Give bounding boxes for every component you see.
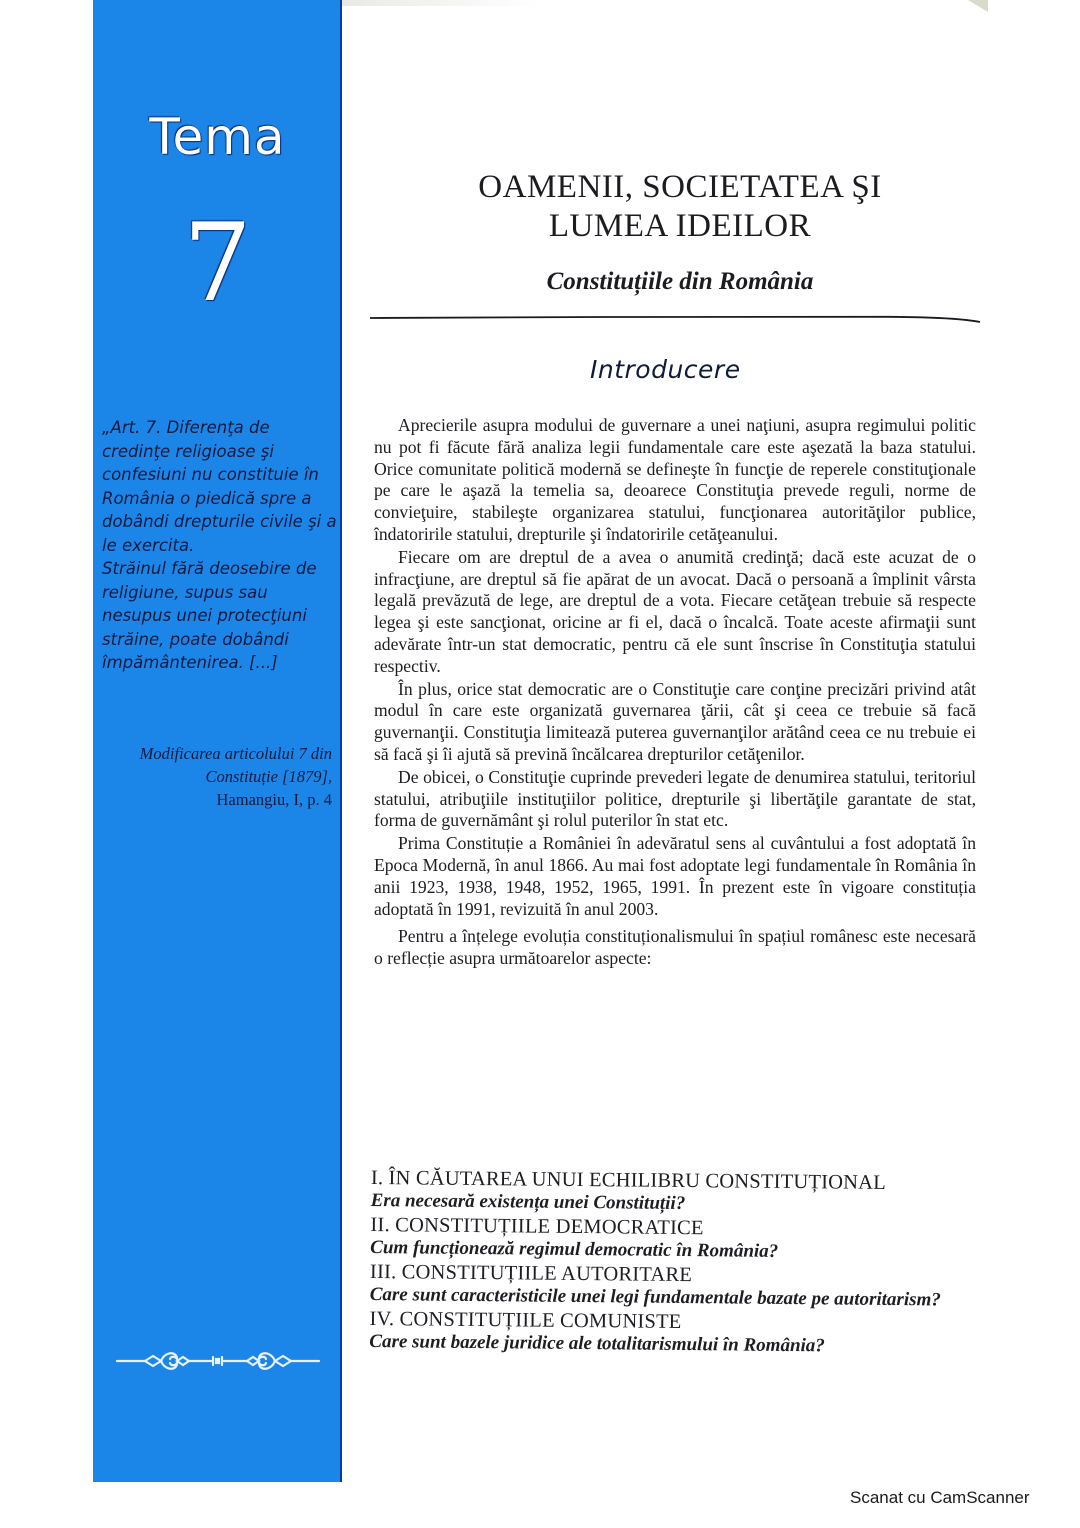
body-paragraph: În plus, orice stat democratic are o Constituţie care conţine precizări privind atât modul în care este organizată guvernarea ţării, cât şi ceea ce trebuie să facă guvernanţii. Constituţia limitează puterea guvernanţilor arătând ceea ce nu trebuie ei să facă şi îi ajută să prevină încălcarea drepturilor cetăţenilor. bbox=[374, 678, 976, 764]
section-title: II. CONSTITUȚIILE DEMOCRATICE bbox=[370, 1213, 704, 1240]
citation-source: Modificarea articolului 7 din Constituție [1879], bbox=[139, 744, 332, 786]
section-title: III. CONSTITUȚIILE AUTORITARE bbox=[369, 1260, 693, 1287]
quote-paragraph: „Art. 7. Diferenţa de credinţe religioase şi confesiuni nu constituie în România o piedică spre a dobândi drepturile civile şi a le exercita. bbox=[102, 418, 337, 555]
section-title: IV. CONSTITUȚIILE COMUNISTE bbox=[369, 1307, 682, 1333]
body-paragraph: Prima Constituție a României în adevăratul sens al cuvântului a fost adoptată în Epoca Modernă, în anul 1866. Au mai fost adoptate legi fundamentale în România în anii 1923, 1938, 1948, 1952, 1965, 1991. În prezent este în vigoare constituția adoptată în 1991, revizuită în anul 2003. bbox=[374, 833, 976, 919]
theme-label: Tema bbox=[149, 108, 286, 166]
introduction-heading: Introducere bbox=[590, 355, 741, 384]
constitution-quote bbox=[102, 416, 338, 675]
ornament-divider-icon bbox=[115, 1347, 321, 1375]
body-paragraph: Pentru a înțelege evoluția constituționalismului în spațiul românesc este necesară o reflecție asupra următoarelor aspecte: bbox=[374, 926, 976, 969]
chapter-title bbox=[400, 168, 960, 246]
chapter-subtitle: Constituțiile din România bbox=[546, 268, 814, 295]
introduction-body bbox=[374, 415, 976, 970]
section-question: Care sunt caracteristicile unei legi fundamentale bazate pe autoritarism? bbox=[369, 1283, 941, 1311]
section-outline bbox=[369, 1167, 981, 1361]
body-paragraph: Fiecare om are dreptul de a avea o anumită credinţă; dacă este acuzat de o infracţiune, are dreptul să fie apărat de un avocat. Dacă o persoană a împlinit vârsta legală prevăzută de lege, are dreptul de a vota. Fiecare cetăţean trebuie să respecte legea şi este sancţionat, oricine ar fi el, dacă o încalcă. Toate aceste afirmaţii sunt adevărate într-un stat democratic, pentru că ele sunt înscrise în Constituţia statului respectiv. bbox=[374, 546, 976, 676]
body-paragraph: Aprecierile asupra modului de guvernare a unei naţiuni, asupra regimului politic nu pot fi făcute fără analiza legii fundamentale care este aşezată la baza statului. Orice comunitate politică modernă se defineşte în funcţie de reperele constituţionale pe care le aşază la temelia sa, deoarece Constituţia prevede reguli, norme de convieţuire, stabileşte organizarea statului, funcţionarea autorităţilor publice, îndatoririle statului, drepturile şi îndatoririle cetăţeanului. bbox=[374, 415, 976, 544]
quote-citation bbox=[96, 742, 332, 811]
page-corner-fold bbox=[968, 0, 988, 12]
scanner-watermark: Scanat cu CamScanner bbox=[850, 1488, 1030, 1507]
theme-number: 7 bbox=[183, 201, 252, 326]
chapter-title-line-1: OAMENII, SOCIETATEA ŞI bbox=[478, 169, 882, 205]
scan-edge-shadow bbox=[340, 0, 540, 6]
quote-paragraph: Străinul fără deosebire de religiune, supus sau nesupus unei protecţiuni străine, poate dobândi împământenirea. [...] bbox=[102, 559, 317, 672]
title-divider-line bbox=[370, 310, 982, 326]
theme-sidebar bbox=[93, 0, 342, 1482]
section-title: I. ÎN CĂUTAREA UNUI ECHILIBRU CONSTITUȚIONAL bbox=[370, 1167, 887, 1194]
chapter-title-line-2: LUMEA IDEILOR bbox=[548, 208, 812, 244]
section-question: Cum funcționează regimul democratic în România? bbox=[370, 1236, 779, 1262]
section-question: Era necesară existența unei Constituții? bbox=[370, 1189, 686, 1215]
citation-reference: Hamangiu, I, p. 4 bbox=[216, 790, 332, 809]
body-paragraph: De obicei, o Constituţie cuprinde prevederi legate de denumirea statului, teritoriul statului, atribuţiile instituţiilor politice, drepturile şi libertăţile garantate de stat, forma de guvernământ şi rolul puterilor în stat etc. bbox=[374, 766, 976, 831]
section-question: Care sunt bazele juridice ale totalitarismului în România? bbox=[369, 1330, 825, 1357]
